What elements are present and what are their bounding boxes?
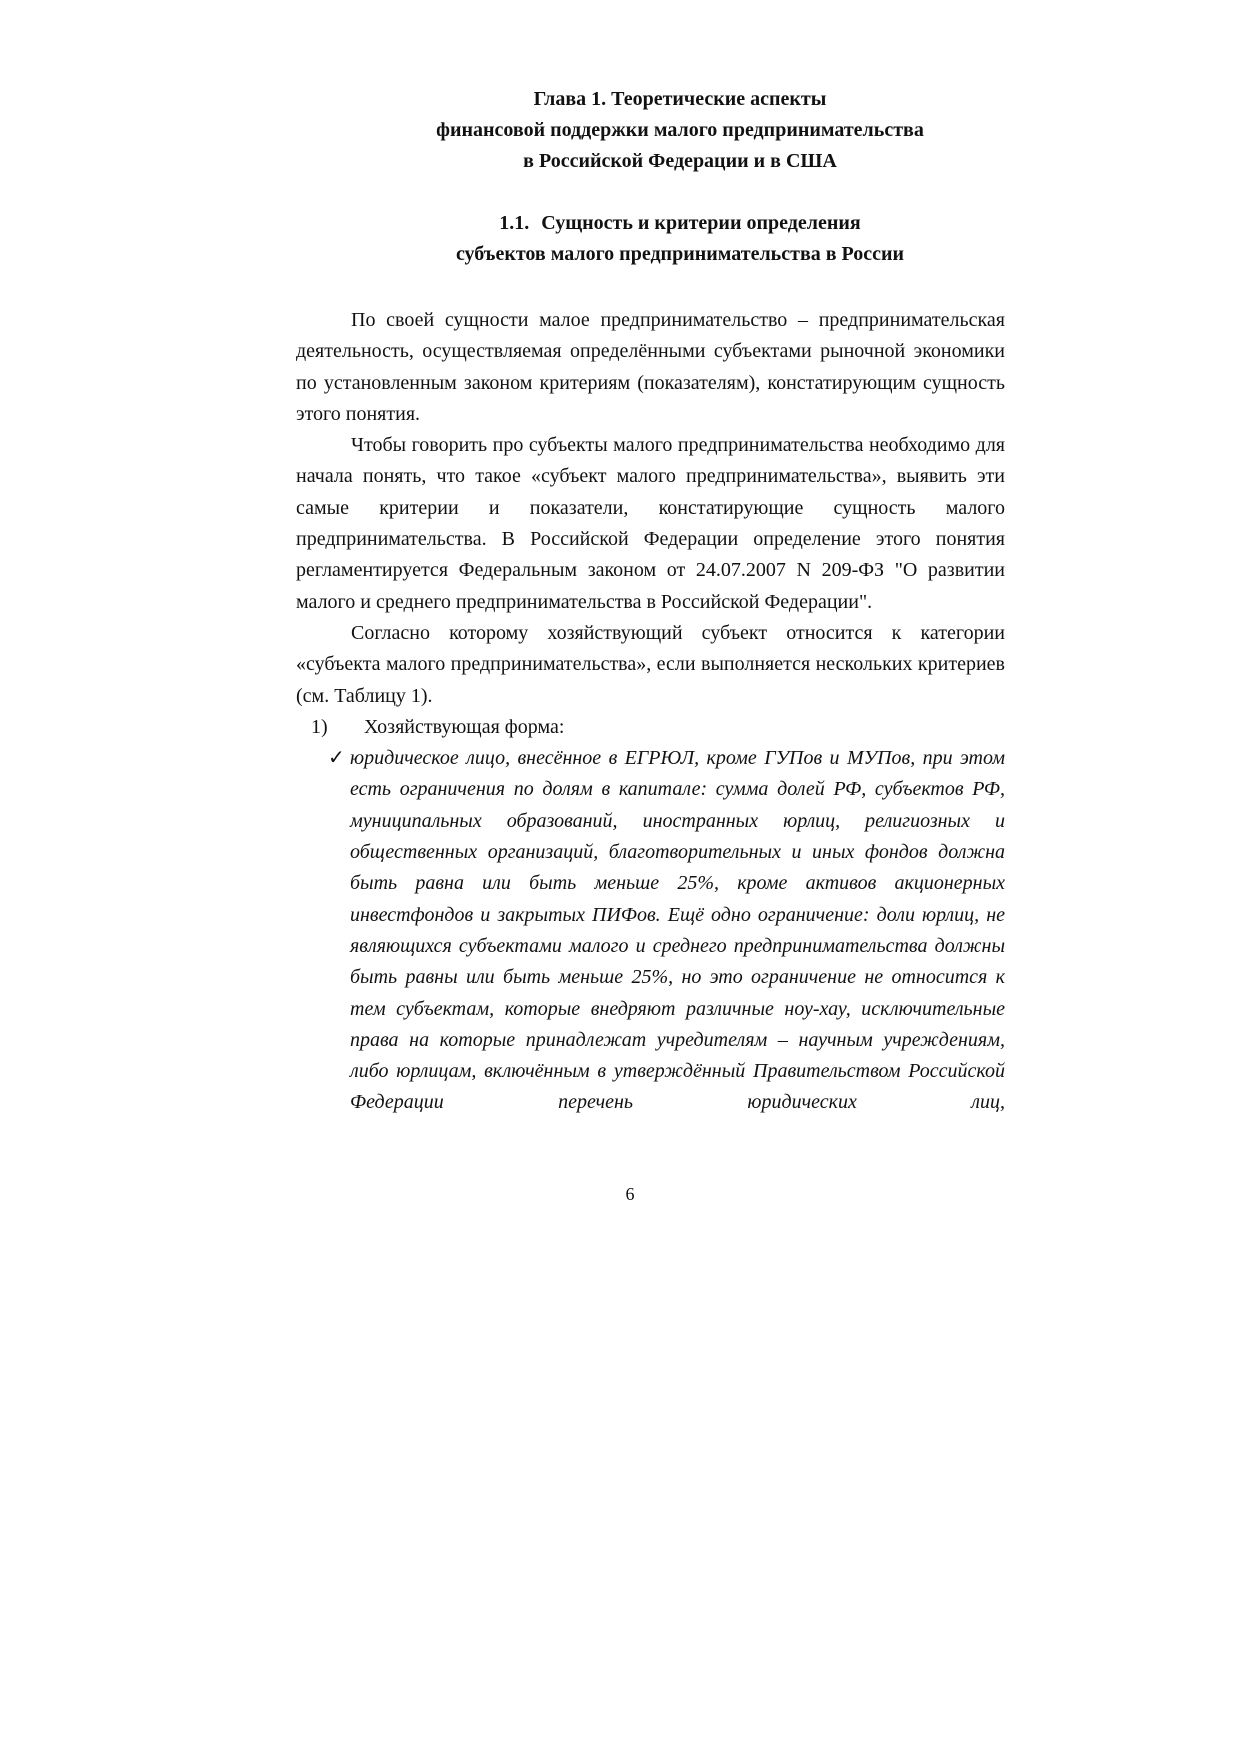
chapter-title-line-1: Глава 1. Теоретические аспекты (533, 88, 827, 110)
list-label: Хозяйствующая форма: (364, 715, 565, 738)
chapter-title-line-2: финансовой поддержки малого предпринимательства (436, 119, 924, 141)
chapter-title-line-3: в Российской Федерации и в США (523, 150, 837, 172)
paragraph-3: Согласно которому хозяйствующий субъект относится к категории «субъекта малого предпринимательства», если выполняется нескольких критериев (см. Таблицу 1). (296, 621, 1005, 707)
section-title-line-2: субъектов малого предпринимательства в России (455, 243, 905, 265)
check-bullet-item (296, 743, 1005, 1119)
page-number: 6 (625, 1184, 635, 1204)
section-title (300, 208, 1060, 270)
chapter-title (300, 84, 1060, 177)
section-number: 1.1. (499, 212, 530, 234)
check-icon: ✓ (328, 747, 345, 770)
bullet-text: юридическое лицо, внесённое в ЕГРЮЛ, кроме ГУПов и МУПов, при этом есть ограничения по долям в капитале: сумма долей РФ, субъектов РФ, муниципальных образований, иностранных юрлиц, религиозных и общественных организаций, благотворительных и иных фондов должна быть равна или быть меньше 25%, кроме активов акционерных инвестфондов и закрытых ПИФов. Ещё одно ограничение: доли юрлиц, не являющихся субъектами малого и среднего предпринимательства должны быть равны или быть меньше 25%, но это ограничение не относится к тем субъектам, которые внедряют различные ноу-хау, исключительные права на которые принадлежат учредителям – научным учреждениям, либо юрлицам, включённым в утверждённый Правительством Российской Федерации перечень юридических лиц, (350, 747, 1005, 1114)
body-text (296, 305, 1005, 1119)
paragraph-1: По своей сущности малое предпринимательство – предпринимательская деятельность, осуществляемая определёнными субъектами рыночной экономики по установленным законом критериям (показателям), констатирующим сущность этого понятия. (296, 309, 1005, 425)
list-number: 1) (311, 715, 328, 738)
paragraph-2: Чтобы говорить про субъекты малого предпринимательства необходимо для начала понять, что такое «субъект малого предпринимательства», выявить эти самые критерии и показатели, констатирующие сущность малого предпринимательства. В Российской Федерации определение этого понятия регламентируется Федеральным законом от 24.07.2007 N 209-ФЗ "О развитии малого и среднего предпринимательства в Российской Федерации". (296, 434, 1005, 613)
section-title-text-1: Сущность и критерии определения (541, 212, 861, 234)
section-title-line-1 (300, 208, 1060, 239)
list-item-1 (296, 712, 1005, 743)
